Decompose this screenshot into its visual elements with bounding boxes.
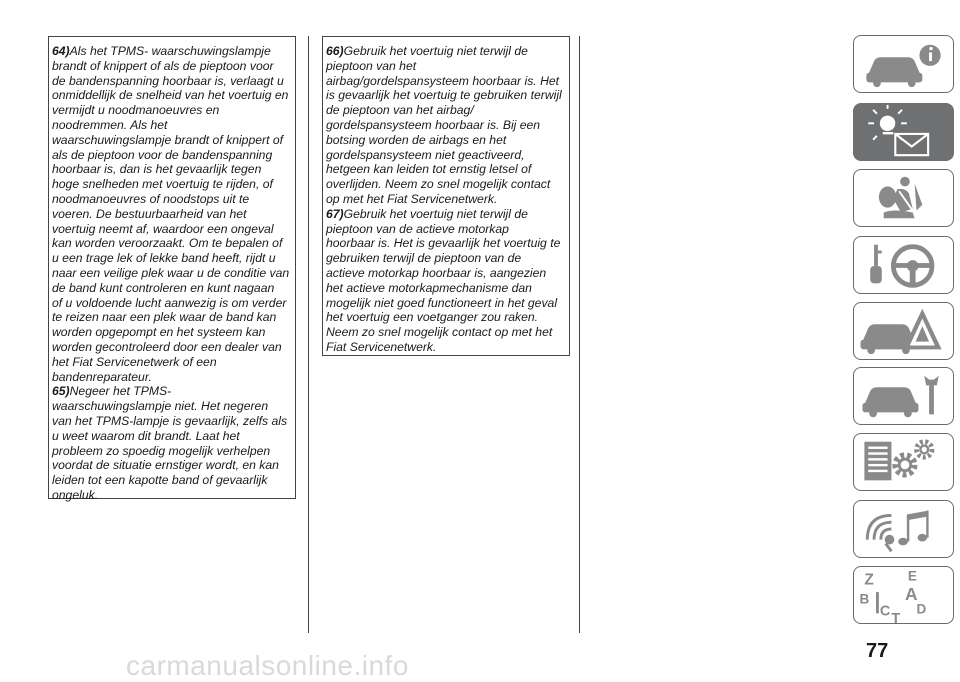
note-line <box>52 310 295 325</box>
tab-index[interactable] <box>853 566 954 624</box>
note-text: hoorbaar is. Het is gevaarlijk het voertuig te <box>326 236 561 251</box>
note-line <box>326 103 569 118</box>
note-line <box>326 162 569 177</box>
airbag-seat-safety-icon <box>854 170 953 226</box>
note-line <box>52 355 295 370</box>
car-service-wrench-icon <box>854 368 953 424</box>
note-line <box>52 162 295 177</box>
note-text: noodmanoeuvres of noodstops uit te <box>52 191 250 206</box>
note-text: onmiddellijk de snelheid van het voertuig en <box>52 88 289 103</box>
note-text: van het TPMS-lampje is gevaarlijk, zelfs als <box>52 413 288 428</box>
note-line <box>326 133 569 148</box>
note-text: pieptoon van het <box>326 58 417 73</box>
note-text: brandt of knippert of als de pieptoon voor <box>52 58 274 73</box>
note-text: noodremmen. Als het <box>52 117 168 132</box>
note-line <box>52 325 295 340</box>
note-text: pieptoon van de actieve motorkap <box>326 221 509 236</box>
note-text: Neem zo snel mogelijk contact op met het <box>326 325 553 340</box>
note-text: naar een veilige plek waar u de conditie van <box>52 265 290 280</box>
note-line <box>52 399 295 414</box>
column-divider-left <box>308 36 309 633</box>
note-line <box>326 266 569 281</box>
note-text: hoge snelheden met voertuig te rijden, of <box>52 177 273 192</box>
warning-notes-left-box <box>48 36 296 502</box>
note-line <box>52 222 295 237</box>
note-text: hetgeen kan leiden tot ernstig letsel of <box>326 162 532 177</box>
car-info-icon <box>854 36 953 92</box>
column-divider-right <box>579 36 580 633</box>
note-line <box>326 325 569 340</box>
note-text: mogelijk niet goed functioneert in het geval <box>326 295 558 310</box>
note-line <box>52 370 295 385</box>
note-line <box>52 251 295 266</box>
note-text: botsing worden de airbags en het <box>326 132 507 147</box>
note-text: als de pieptoon voor de bandenspanning <box>52 147 273 162</box>
note-line <box>326 88 569 103</box>
note-line <box>52 74 295 89</box>
note-text: worden opgepompt en het systeem kan <box>52 325 266 340</box>
note-line <box>52 44 295 59</box>
note-line <box>52 429 295 444</box>
note-text: is gevaarlijk het voertuig te gebruiken terwijl <box>326 88 562 103</box>
note-text: leiden tot een kapotte band of gevaarlijk <box>52 473 268 488</box>
note-line <box>52 473 295 488</box>
note-line <box>52 192 295 207</box>
note-line <box>52 88 295 103</box>
note-line <box>326 296 569 311</box>
note-line <box>326 118 569 133</box>
note-text: Fiat Servicenetwerk. <box>326 339 437 354</box>
tab-technical-specifications[interactable] <box>853 433 954 491</box>
note-text: u weet waarom dit brandt. Laat het <box>52 428 240 443</box>
tab-safety[interactable] <box>853 169 954 227</box>
note-text: voertuig neemt af, waardoor een ongeval <box>52 221 274 236</box>
note-text: gordelspansysteem hoorbaar is. Bij een <box>326 117 541 132</box>
note-number: 67) <box>326 206 344 221</box>
note-text: voeren. De bestuurbaarheid van het <box>52 206 247 221</box>
note-line <box>326 281 569 296</box>
note-text: het Fiat Servicenetwerk of een <box>52 354 217 369</box>
note-line <box>326 340 569 355</box>
note-text: waarschuwingslampje brandt of knippert of <box>52 132 284 147</box>
note-text: Gebruik het voertuig niet terwijl de <box>343 206 528 221</box>
car-emergency-icon <box>854 303 953 359</box>
warning-light-message-icon <box>854 104 953 160</box>
key-steering-wheel-icon <box>854 237 953 293</box>
note-line <box>326 44 569 59</box>
note-line <box>52 384 295 399</box>
watermark-text: carmanualsonline.info <box>126 650 409 681</box>
note-line <box>326 222 569 237</box>
note-text: overlijden. Neem zo snel mogelijk contact <box>326 177 551 192</box>
note-text: bandenreparateur. <box>52 369 152 384</box>
note-line <box>52 266 295 281</box>
note-text: vermijdt u noodmanoeuvres en <box>52 103 220 118</box>
note-line <box>52 59 295 74</box>
tab-warning-lights-messages[interactable] <box>853 103 954 161</box>
note-text: hoorbaar is, dan is het gevaarlijk tegen <box>52 162 262 177</box>
note-text: Als het TPMS- waarschuwingslampje <box>69 44 271 58</box>
note-line <box>326 236 569 251</box>
note-text: airbag/gordelspansysteem hoorbaar is. Het <box>326 73 560 88</box>
index-letter: E <box>907 568 917 584</box>
note-line <box>52 340 295 355</box>
note-text: u een trage lek of lekke band heeft, rijdt u <box>52 251 276 266</box>
note-line <box>52 118 295 133</box>
specs-gears-icon <box>854 434 953 490</box>
note-line <box>52 103 295 118</box>
tab-starting-driving[interactable] <box>853 236 954 294</box>
note-line <box>52 458 295 473</box>
note-line <box>326 148 569 163</box>
note-number: 64) <box>52 44 70 58</box>
note-text: gebruiken terwijl de pieptoon van de <box>326 251 522 266</box>
note-line <box>52 133 295 148</box>
tab-multimedia[interactable] <box>853 500 954 558</box>
note-line <box>326 177 569 192</box>
note-line <box>52 296 295 311</box>
note-text: of u voldoende lucht aanwezig is om verder <box>52 295 287 310</box>
note-line <box>52 281 295 296</box>
note-text: Gebruik het voertuig niet terwijl de <box>343 44 528 58</box>
index-letter: D <box>916 601 927 617</box>
note-text: de bandenspanning hoorbaar is, verlaagt u <box>52 73 284 88</box>
note-text: te reizen naar een plek waar de band kan <box>52 310 277 325</box>
warning-notes-right-box <box>322 36 570 356</box>
note-line <box>326 59 569 74</box>
note-number: 66) <box>326 44 344 58</box>
note-number: 65) <box>52 384 70 399</box>
note-text: voordat de situatie ernstiger wordt, en kan <box>52 458 279 473</box>
note-text: de pieptoon van het airbag/ <box>326 103 474 118</box>
note-line <box>52 488 295 503</box>
index-letter: Z <box>864 571 874 589</box>
index-letter: A <box>904 583 918 604</box>
tab-in-an-emergency[interactable] <box>853 302 954 360</box>
note-line <box>52 148 295 163</box>
note-text: de band kunt controleren en kunt nagaan <box>52 280 275 295</box>
note-text: ongeluk. <box>52 487 99 502</box>
note-text: op met het Fiat Servicenetwerk. <box>326 191 498 206</box>
alphabetical-index-icon <box>854 567 953 623</box>
index-letter: C <box>879 603 891 620</box>
note-text: waarschuwingslampje niet. Het negeren <box>52 399 269 414</box>
note-text: het actieve motorkapmechanisme dan <box>326 280 532 295</box>
note-line <box>326 74 569 89</box>
note-text: probleem zo spoedig mogelijk verhelpen <box>52 443 271 458</box>
note-line <box>52 444 295 459</box>
note-line <box>326 251 569 266</box>
note-line <box>326 207 569 222</box>
tab-car-info[interactable] <box>853 35 954 93</box>
page-number: 77 <box>866 640 889 662</box>
note-line <box>52 207 295 222</box>
note-line <box>52 177 295 192</box>
note-text: het voertuig een voetganger zou raken. <box>326 310 539 325</box>
note-text: gordelspansysteem niet geactiveerd, <box>326 147 525 162</box>
note-line <box>326 310 569 325</box>
note-line <box>52 236 295 251</box>
note-line <box>326 192 569 207</box>
note-text: kan worden veroorzaakt. Om te bepalen of <box>52 236 283 251</box>
index-letter: T <box>891 611 901 623</box>
note-text: worden gecontroleerd door een dealer van <box>52 339 282 354</box>
index-letter: B <box>859 591 870 607</box>
note-line <box>52 414 295 429</box>
tab-servicing-care[interactable] <box>853 367 954 425</box>
note-text: actieve motorkap hoorbaar is, aangezien <box>326 265 547 280</box>
multimedia-music-icon <box>854 501 953 557</box>
note-text: Negeer het TPMS- <box>69 384 172 399</box>
